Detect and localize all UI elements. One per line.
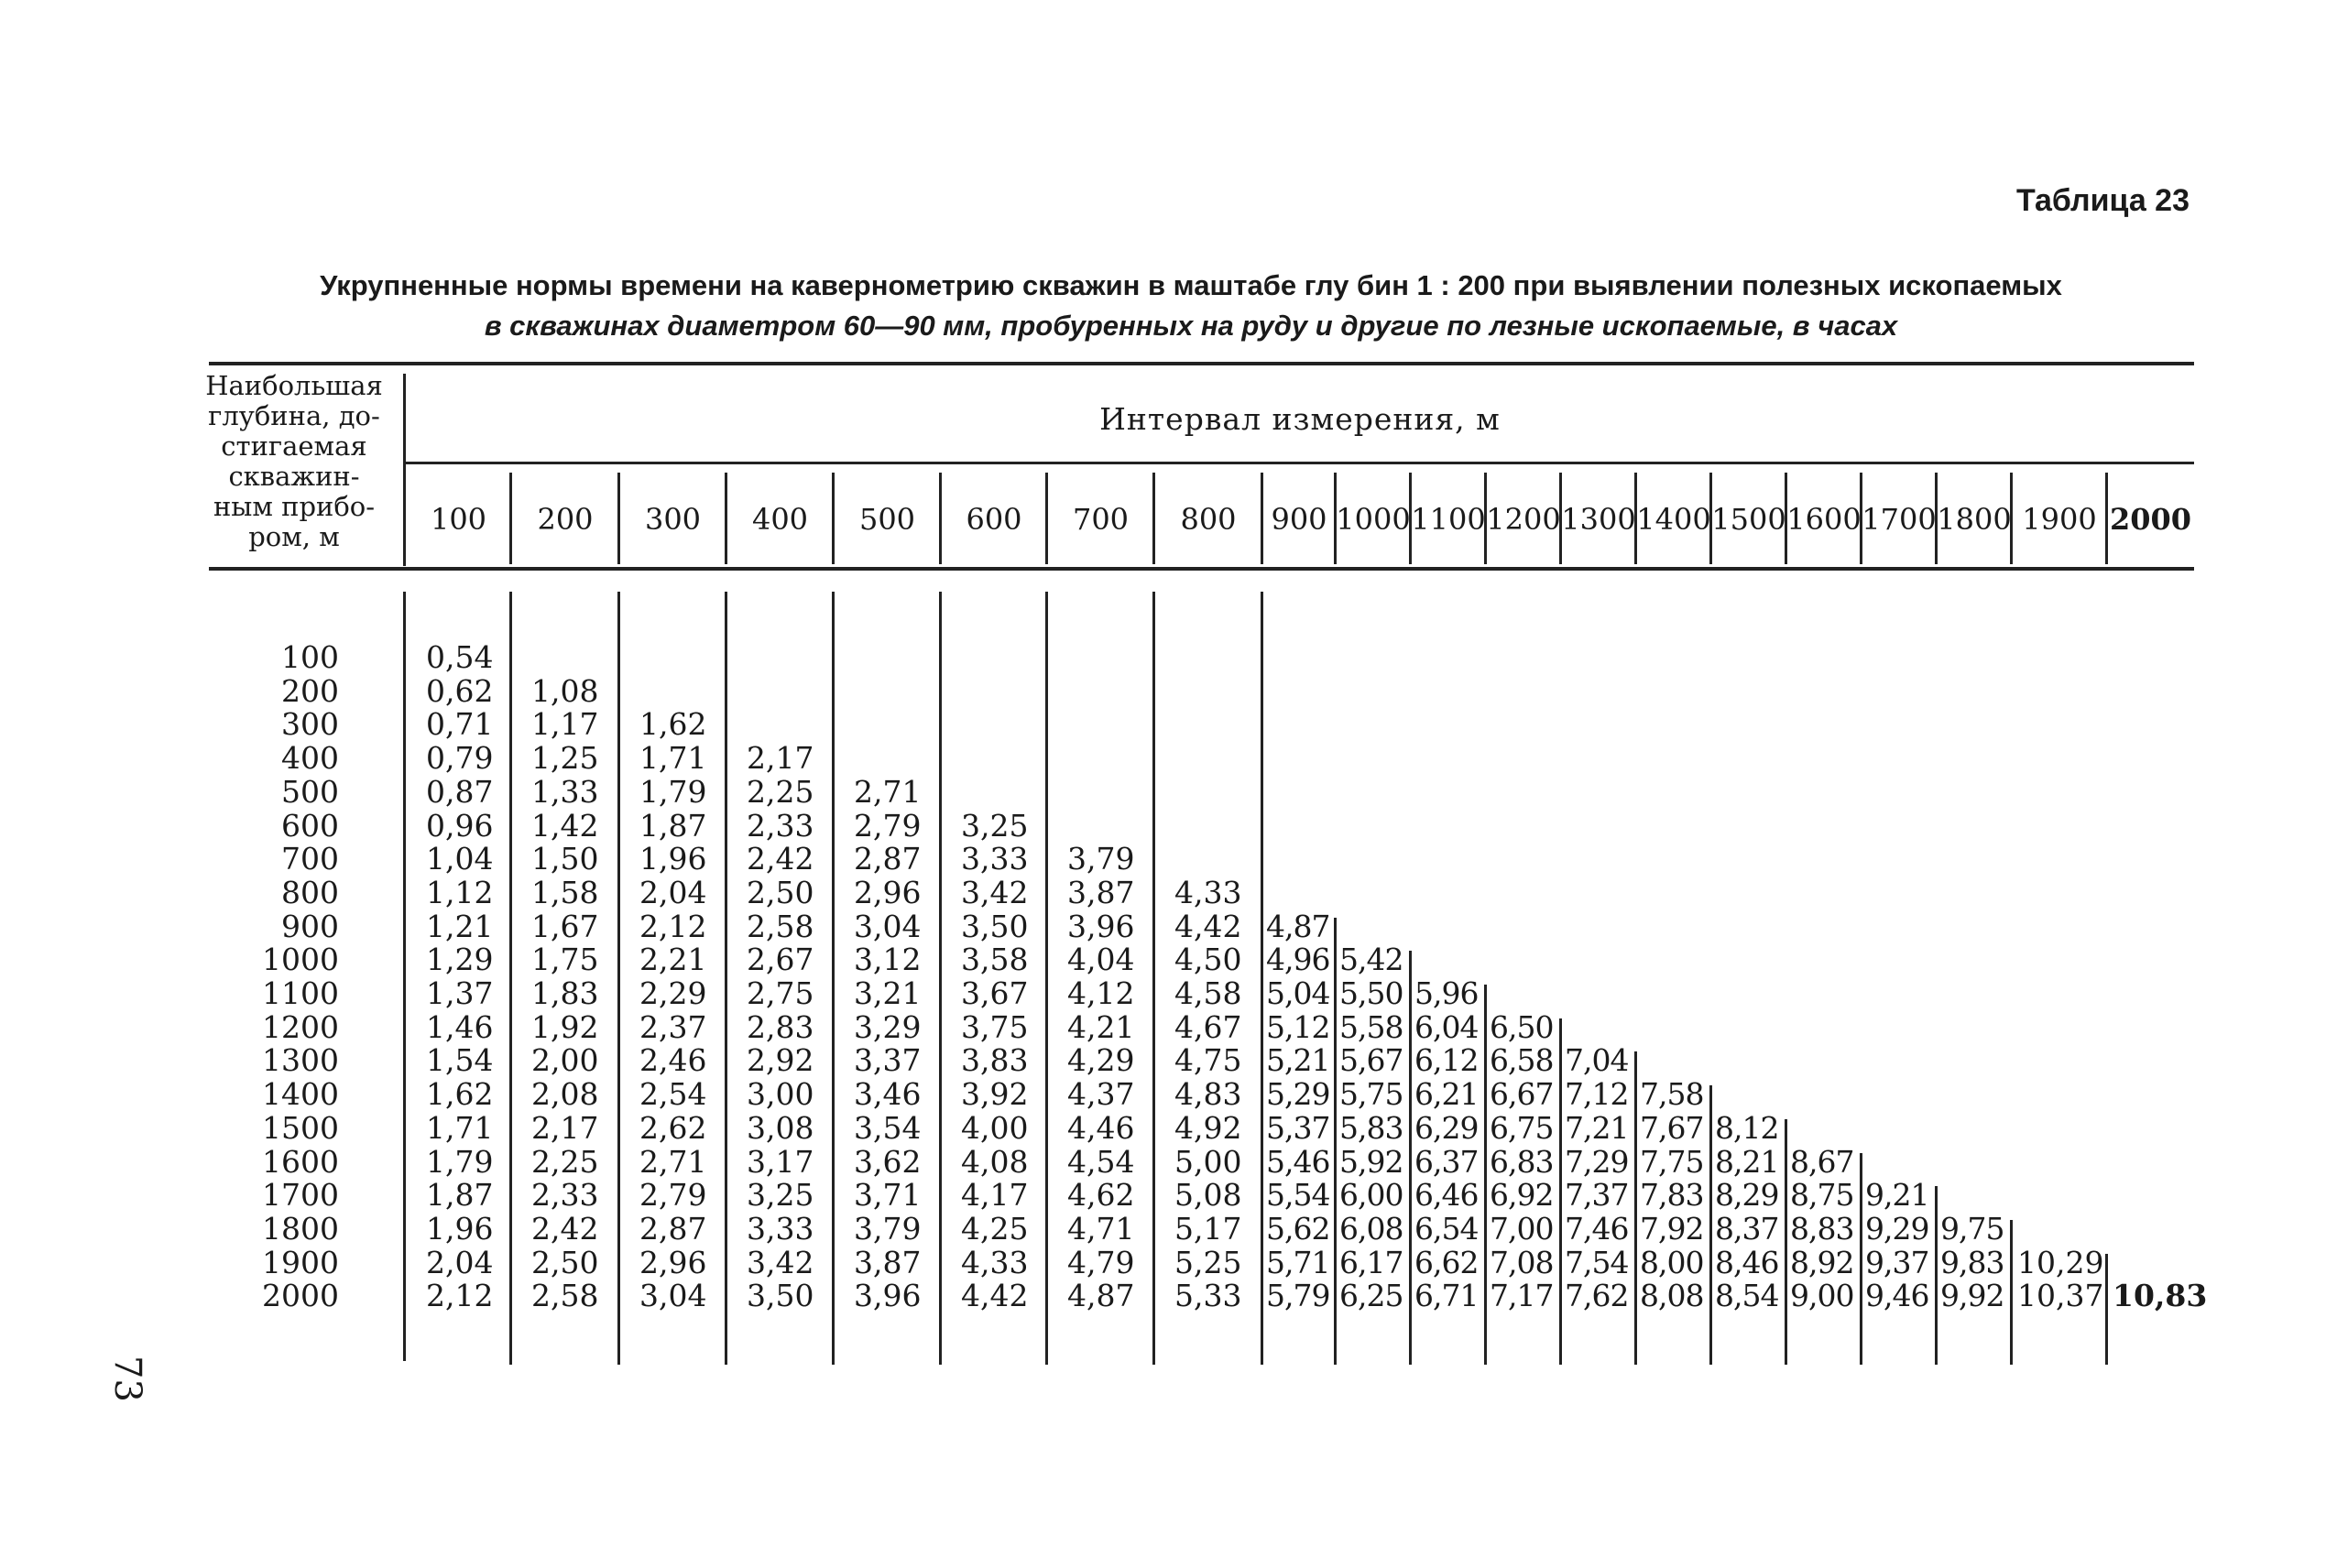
column-divider [1261, 592, 1263, 1365]
table-cell: 2,67 [747, 942, 814, 977]
column-divider [832, 592, 835, 1365]
table-cell: 2,50 [531, 1245, 599, 1280]
table-cell: 3,00 [747, 1076, 814, 1112]
table-cell: 2,04 [639, 875, 707, 910]
row-header-line: ным прибо- [213, 491, 376, 522]
table-cell: 5,83 [1339, 1110, 1403, 1146]
table-cell: 2,62 [639, 1110, 707, 1146]
table-cell: 6,37 [1414, 1144, 1479, 1180]
table-cell: 1,96 [639, 841, 707, 877]
table-cell: 3,96 [854, 1278, 922, 1313]
table-cell: 7,46 [1565, 1211, 1629, 1247]
table-cell: 8,67 [1790, 1144, 1854, 1180]
table-cell: 7,67 [1640, 1110, 1704, 1146]
table-cell: 3,33 [747, 1211, 814, 1247]
table-cell: 9,00 [1790, 1278, 1854, 1313]
column-header-1100: 1100 [1411, 502, 1486, 537]
table-cell: 1,04 [426, 841, 494, 877]
table-cell: 1,25 [531, 740, 599, 776]
column-header-1300: 1300 [1561, 502, 1636, 537]
header-bottom-rule [209, 567, 2194, 571]
table-cell: 1,42 [531, 808, 599, 844]
column-header-300: 300 [644, 502, 702, 537]
table-cell: 2,83 [747, 1009, 814, 1045]
table-cell: 5,62 [1266, 1211, 1330, 1247]
table-cell: 3,37 [854, 1042, 922, 1078]
table-cell: 3,62 [854, 1144, 922, 1180]
column-divider [1860, 1153, 1862, 1365]
table-cell: 2,37 [639, 1009, 707, 1045]
table-cell: 5,08 [1174, 1177, 1242, 1213]
table-cell: 1,29 [426, 942, 494, 977]
table-cell: 3,12 [854, 942, 922, 977]
table-cell: 6,46 [1414, 1177, 1479, 1213]
table-cell: 3,92 [961, 1076, 1029, 1112]
table-cell: 2,54 [639, 1076, 707, 1112]
table-cell: 1,79 [639, 774, 707, 810]
table-cell: 2,75 [747, 975, 814, 1011]
table-cell: 6,54 [1414, 1211, 1479, 1247]
caption-line-2: в скважинах диаметром 60—90 мм, пробуренных на руду и другие по лезные ископаемые, в часах [484, 310, 1898, 342]
column-header-1000: 1000 [1336, 502, 1411, 537]
table-cell: 10,83 [2113, 1278, 2208, 1313]
table-cell: 6,17 [1339, 1245, 1403, 1280]
column-divider [1045, 592, 1048, 1365]
table-cell: 4,54 [1067, 1144, 1135, 1180]
table-cell: 3,58 [961, 942, 1029, 977]
table-cell: 9,29 [1865, 1211, 1929, 1247]
table-cell: 2,79 [854, 808, 922, 844]
table-number: Таблица 23 [2016, 183, 2189, 218]
row-depth-label: 1300 [262, 1042, 339, 1078]
row-depth-label: 1400 [262, 1076, 339, 1112]
table-cell: 6,58 [1490, 1042, 1554, 1078]
table-cell: 1,71 [639, 740, 707, 776]
table-cell: 3,87 [854, 1245, 922, 1280]
table-cell: 3,50 [961, 909, 1029, 944]
table-cell: 4,12 [1067, 975, 1135, 1011]
table-cell: 8,12 [1715, 1110, 1779, 1146]
table-cell: 3,79 [854, 1211, 922, 1247]
table-cell: 3,46 [854, 1076, 922, 1112]
column-header-900: 900 [1271, 502, 1327, 537]
table-cell: 4,04 [1067, 942, 1135, 977]
column-divider [1935, 1186, 1938, 1365]
table-cell: 2,96 [854, 875, 922, 910]
column-header-1800: 1800 [1937, 502, 2012, 537]
table-cell: 9,75 [1940, 1211, 2004, 1247]
row-depth-label: 1900 [262, 1245, 339, 1280]
table-cell: 0,54 [426, 639, 494, 675]
table-cell: 1,33 [531, 774, 599, 810]
table-cell: 3,21 [854, 975, 922, 1011]
table-cell: 6,62 [1414, 1245, 1479, 1280]
table-cell: 3,96 [1067, 909, 1135, 944]
table-cell: 4,29 [1067, 1042, 1135, 1078]
column-header-800: 800 [1180, 502, 1237, 537]
table-cell: 4,37 [1067, 1076, 1135, 1112]
table-cell: 6,25 [1339, 1278, 1403, 1313]
table-cell: 1,12 [426, 875, 494, 910]
table-cell: 4,75 [1174, 1042, 1242, 1078]
interval-header: Интервал измерения, м [1099, 401, 1501, 437]
table-cell: 0,96 [426, 808, 494, 844]
table-cell: 4,33 [961, 1245, 1029, 1280]
column-divider [509, 592, 512, 1365]
column-divider [2105, 1254, 2108, 1365]
table-cell: 8,37 [1715, 1211, 1779, 1247]
column-header-100: 100 [430, 502, 487, 537]
table-cell: 5,42 [1339, 942, 1403, 977]
row-depth-label: 800 [281, 875, 339, 910]
table-cell: 4,21 [1067, 1009, 1135, 1045]
table-cell: 4,92 [1174, 1110, 1242, 1146]
row-depth-label: 500 [281, 774, 339, 810]
table-cell: 6,08 [1339, 1211, 1403, 1247]
table-cell: 10,29 [2017, 1245, 2104, 1280]
table-cell: 9,37 [1865, 1245, 1929, 1280]
table-cell: 2,79 [639, 1177, 707, 1213]
column-divider [1409, 951, 1412, 1365]
table-cell: 4,42 [961, 1278, 1029, 1313]
table-cell: 2,00 [531, 1042, 599, 1078]
row-header-line: глубина, до- [208, 400, 380, 431]
table-cell: 5,58 [1339, 1009, 1403, 1045]
column-divider [1709, 1085, 1712, 1365]
table-cell: 6,12 [1414, 1042, 1479, 1078]
table-cell: 1,96 [426, 1211, 494, 1247]
table-caption [183, 266, 2199, 346]
table-cell: 4,00 [961, 1110, 1029, 1146]
table-cell: 2,04 [426, 1245, 494, 1280]
column-header-2000: 2000 [2109, 502, 2192, 537]
table-cell: 5,04 [1266, 975, 1330, 1011]
table-cell: 3,42 [961, 875, 1029, 910]
table-cell: 3,42 [747, 1245, 814, 1280]
column-divider [1152, 592, 1155, 1365]
table-cell: 8,54 [1715, 1278, 1779, 1313]
table-cell: 3,25 [747, 1177, 814, 1213]
table-cell: 4,58 [1174, 975, 1242, 1011]
table-cell: 4,67 [1174, 1009, 1242, 1045]
table-cell: 5,37 [1266, 1110, 1330, 1146]
table-cell: 4,17 [961, 1177, 1029, 1213]
table-cell: 1,87 [639, 808, 707, 844]
table-cell: 4,50 [1174, 942, 1242, 977]
table-cell: 4,87 [1266, 909, 1330, 944]
table-cell: 2,87 [639, 1211, 707, 1247]
table-cell: 6,00 [1339, 1177, 1403, 1213]
table-cell: 0,62 [426, 673, 494, 709]
table-cell: 8,92 [1790, 1245, 1854, 1280]
table-cell: 8,46 [1715, 1245, 1779, 1280]
table-cell: 4,33 [1174, 875, 1242, 910]
table-cell: 1,46 [426, 1009, 494, 1045]
table-cell: 4,42 [1174, 909, 1242, 944]
table-cell: 5,67 [1339, 1042, 1403, 1078]
table-cell: 5,29 [1266, 1076, 1330, 1112]
table-cell: 2,71 [854, 774, 922, 810]
column-divider [939, 592, 942, 1365]
row-header [194, 371, 394, 552]
table-cell: 3,79 [1067, 841, 1135, 877]
table-cell: 2,42 [531, 1211, 599, 1247]
table-cell: 9,21 [1865, 1177, 1929, 1213]
table-cell: 7,83 [1640, 1177, 1704, 1213]
table-cell: 3,04 [854, 909, 922, 944]
row-depth-label: 300 [281, 706, 339, 742]
column-header-1900: 1900 [2022, 502, 2097, 537]
table-cell: 2,25 [531, 1144, 599, 1180]
column-header-1400: 1400 [1636, 502, 1711, 537]
table-cell: 1,50 [531, 841, 599, 877]
table-cell: 1,62 [639, 706, 707, 742]
table-cell: 2,33 [747, 808, 814, 844]
table-cell: 7,17 [1490, 1278, 1554, 1313]
column-divider [1334, 918, 1337, 1365]
row-depth-label: 1800 [262, 1211, 339, 1247]
table-cell: 1,58 [531, 875, 599, 910]
table-cell: 5,50 [1339, 975, 1403, 1011]
table-cell: 4,87 [1067, 1278, 1135, 1313]
table-cell: 1,67 [531, 909, 599, 944]
table-cell: 9,83 [1940, 1245, 2004, 1280]
column-divider [1785, 1119, 1787, 1365]
table-cell: 2,12 [639, 909, 707, 944]
table-cell: 4,71 [1067, 1211, 1135, 1247]
table-cell: 3,04 [639, 1278, 707, 1313]
row-depth-label: 1200 [262, 1009, 339, 1045]
table-cell: 6,75 [1490, 1110, 1554, 1146]
table-cell: 7,08 [1490, 1245, 1554, 1280]
table-cell: 4,96 [1266, 942, 1330, 977]
table-cell: 6,21 [1414, 1076, 1479, 1112]
row-depth-label: 1000 [262, 942, 339, 977]
table-cell: 3,17 [747, 1144, 814, 1180]
table-cell: 0,87 [426, 774, 494, 810]
table-cell: 8,00 [1640, 1245, 1704, 1280]
interval-header-rule [406, 462, 2194, 464]
table-cell: 4,46 [1067, 1110, 1135, 1146]
column-header-1200: 1200 [1486, 502, 1561, 537]
table-cell: 7,12 [1565, 1076, 1629, 1112]
table-cell: 6,29 [1414, 1110, 1479, 1146]
table-cell: 1,87 [426, 1177, 494, 1213]
table-cell: 1,37 [426, 975, 494, 1011]
table-cell: 3,83 [961, 1042, 1029, 1078]
column-header-700: 700 [1072, 502, 1130, 537]
caption-line-1: Укрупненные нормы времени на кавернометрию скважин в маштабе глу бин 1 : 200 при выявлении полезных ископаемых [320, 269, 2062, 301]
table-cell: 2,58 [747, 909, 814, 944]
table-cell: 3,50 [747, 1278, 814, 1313]
table-cell: 0,79 [426, 740, 494, 776]
table-cell: 9,92 [1940, 1278, 2004, 1313]
table-cell: 1,21 [426, 909, 494, 944]
table-cell: 2,21 [639, 942, 707, 977]
table-cell: 5,75 [1339, 1076, 1403, 1112]
table-cell: 2,25 [747, 774, 814, 810]
table-cell: 3,71 [854, 1177, 922, 1213]
table-cell: 3,08 [747, 1110, 814, 1146]
column-header-1500: 1500 [1711, 502, 1786, 537]
table-cell: 3,75 [961, 1009, 1029, 1045]
row-depth-label: 200 [281, 673, 339, 709]
table-cell: 3,25 [961, 808, 1029, 844]
column-header-1700: 1700 [1862, 502, 1937, 537]
table-cell: 5,33 [1174, 1278, 1242, 1313]
table-cell: 1,83 [531, 975, 599, 1011]
row-depth-label: 1700 [262, 1177, 339, 1213]
table-cell: 3,33 [961, 841, 1029, 877]
row-header-divider [403, 374, 406, 566]
table-cell: 5,79 [1266, 1278, 1330, 1313]
table-cell: 2,50 [747, 875, 814, 910]
table-cell: 3,87 [1067, 875, 1135, 910]
table-cell: 7,58 [1640, 1076, 1704, 1112]
table-cell: 1,62 [426, 1076, 494, 1112]
table-cell: 1,92 [531, 1009, 599, 1045]
table-cell: 6,83 [1490, 1144, 1554, 1180]
table-cell: 7,21 [1565, 1110, 1629, 1146]
row-depth-label: 2000 [262, 1278, 339, 1313]
column-header-600: 600 [966, 502, 1022, 537]
table-cell: 5,21 [1266, 1042, 1330, 1078]
table-cell: 9,46 [1865, 1278, 1929, 1313]
table-cell: 2,17 [747, 740, 814, 776]
column-header-200: 200 [537, 502, 594, 537]
table-cell: 5,71 [1266, 1245, 1330, 1280]
column-divider [617, 592, 620, 1365]
table-cell: 1,08 [531, 673, 599, 709]
row-depth-label: 900 [281, 909, 339, 944]
table-cell: 3,67 [961, 975, 1029, 1011]
row-depth-label: 700 [281, 841, 339, 877]
table-cell: 2,33 [531, 1177, 599, 1213]
table-cell: 8,29 [1715, 1177, 1779, 1213]
table-cell: 1,71 [426, 1110, 494, 1146]
table-cell: 6,50 [1490, 1009, 1554, 1045]
table-cell: 5,25 [1174, 1245, 1242, 1280]
table-cell: 1,17 [531, 706, 599, 742]
table-cell: 2,17 [531, 1110, 599, 1146]
table-cell: 2,71 [639, 1144, 707, 1180]
table-cell: 4,25 [961, 1211, 1029, 1247]
table-cell: 2,58 [531, 1278, 599, 1313]
table-cell: 5,92 [1339, 1144, 1403, 1180]
table-cell: 4,08 [961, 1144, 1029, 1180]
table-cell: 4,79 [1067, 1245, 1135, 1280]
row-header-line: ром, м [248, 521, 340, 552]
table-cell: 6,92 [1490, 1177, 1554, 1213]
column-divider [1484, 985, 1487, 1365]
table-cell: 2,08 [531, 1076, 599, 1112]
table-cell: 5,46 [1266, 1144, 1330, 1180]
table-cell: 6,04 [1414, 1009, 1479, 1045]
table-cell: 0,71 [426, 706, 494, 742]
row-header-divider [403, 592, 406, 1361]
table-cell: 5,96 [1414, 975, 1479, 1011]
table-cell: 2,12 [426, 1278, 494, 1313]
table-cell: 5,17 [1174, 1211, 1242, 1247]
table-cell: 1,54 [426, 1042, 494, 1078]
row-depth-label: 400 [281, 740, 339, 776]
column-divider [725, 592, 727, 1365]
table-cell: 10,37 [2017, 1278, 2104, 1313]
table-cell: 1,75 [531, 942, 599, 977]
page-number: 73 [106, 1356, 148, 1402]
row-depth-label: 1600 [262, 1144, 339, 1180]
column-header-400: 400 [751, 502, 809, 537]
table-cell: 7,75 [1640, 1144, 1704, 1180]
table-cell: 7,29 [1565, 1144, 1629, 1180]
table-cell: 4,83 [1174, 1076, 1242, 1112]
table-cell: 3,54 [854, 1110, 922, 1146]
table-cell: 2,46 [639, 1042, 707, 1078]
table-cell: 1,79 [426, 1144, 494, 1180]
row-depth-label: 1100 [262, 975, 339, 1011]
table-cell: 4,62 [1067, 1177, 1135, 1213]
table-cell: 2,42 [747, 841, 814, 877]
column-divider [1559, 1018, 1562, 1365]
table-cell: 8,75 [1790, 1177, 1854, 1213]
row-header-line: Наибольшая [205, 370, 383, 401]
table-cell: 8,08 [1640, 1278, 1704, 1313]
table-cell: 7,00 [1490, 1211, 1554, 1247]
column-divider [1634, 1051, 1637, 1365]
table-cell: 5,12 [1266, 1009, 1330, 1045]
table-cell: 8,83 [1790, 1211, 1854, 1247]
table-cell: 7,92 [1640, 1211, 1704, 1247]
table-cell: 2,92 [747, 1042, 814, 1078]
table-cell: 7,62 [1565, 1278, 1629, 1313]
table-top-rule [209, 362, 2194, 365]
table-cell: 7,04 [1565, 1042, 1629, 1078]
column-header-1600: 1600 [1786, 502, 1862, 537]
row-depth-label: 100 [281, 639, 339, 675]
column-divider [2010, 1220, 2013, 1365]
table-cell: 6,71 [1414, 1278, 1479, 1313]
row-depth-label: 1500 [262, 1110, 339, 1146]
table-cell: 2,29 [639, 975, 707, 1011]
table-cell: 2,87 [854, 841, 922, 877]
table-cell: 3,29 [854, 1009, 922, 1045]
table-cell: 2,96 [639, 1245, 707, 1280]
table-cell: 6,67 [1490, 1076, 1554, 1112]
table-cell: 7,54 [1565, 1245, 1629, 1280]
table-cell: 5,54 [1266, 1177, 1330, 1213]
column-header-500: 500 [858, 502, 916, 537]
row-depth-label: 600 [281, 808, 339, 844]
row-header-line: скважин- [228, 461, 360, 492]
table-cell: 7,37 [1565, 1177, 1629, 1213]
row-header-line: стигаемая [221, 430, 367, 462]
table-cell: 8,21 [1715, 1144, 1779, 1180]
table-cell: 5,00 [1174, 1144, 1242, 1180]
